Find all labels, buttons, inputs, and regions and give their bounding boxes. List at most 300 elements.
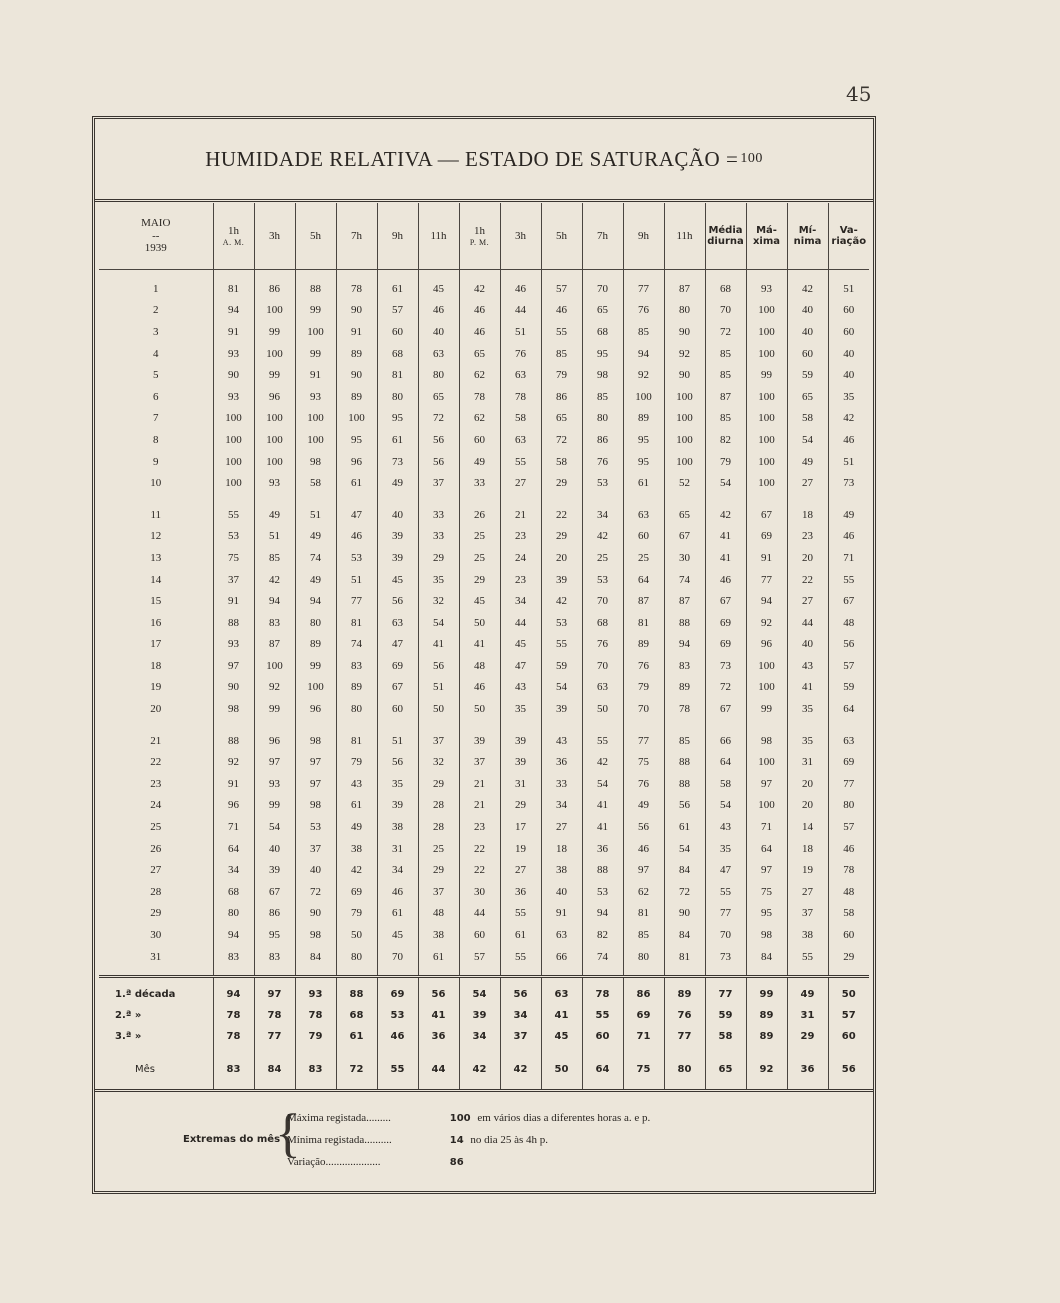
- value-cell: 96: [213, 795, 254, 817]
- value-cell: 49: [295, 569, 336, 591]
- value-cell: 38: [336, 838, 377, 860]
- value-cell: 59: [828, 677, 869, 699]
- value-cell: 100: [664, 429, 705, 451]
- value-cell: 25: [459, 547, 500, 569]
- value-cell: 86: [541, 386, 582, 408]
- value-cell: 36: [582, 838, 623, 860]
- value-cell: 98: [582, 364, 623, 386]
- value-cell: 63: [377, 612, 418, 634]
- value-cell: 81: [336, 720, 377, 752]
- summary-value-cell: 79: [295, 1026, 336, 1047]
- value-cell: 51: [828, 270, 869, 300]
- value-cell: 91: [746, 547, 787, 569]
- value-cell: 39: [541, 569, 582, 591]
- value-cell: 39: [377, 795, 418, 817]
- summary-value-cell: 89: [746, 1005, 787, 1026]
- value-cell: 85: [623, 321, 664, 343]
- value-cell: 92: [213, 751, 254, 773]
- summary-value-cell: 77: [705, 977, 746, 1006]
- value-cell: 95: [623, 451, 664, 473]
- day-cell: 8: [153, 433, 159, 446]
- hour-period: A. M.: [222, 237, 245, 247]
- value-cell: 66: [705, 720, 746, 752]
- value-cell: 22: [459, 859, 500, 881]
- value-cell: 29: [459, 569, 500, 591]
- value-cell: 57: [377, 300, 418, 322]
- summary-value-cell: 75: [623, 1047, 664, 1090]
- summary-value-cell: 46: [377, 1026, 418, 1047]
- value-cell: 47: [377, 634, 418, 656]
- day-cell: 7: [153, 412, 159, 425]
- extreme-key: Máxima registada.........: [287, 1112, 391, 1124]
- hour-header: [295, 203, 336, 270]
- hour-label: 3h: [269, 229, 280, 242]
- table-row: [99, 364, 869, 386]
- summary-value-cell: 69: [377, 977, 418, 1006]
- summary-value-cell: 84: [254, 1047, 295, 1090]
- day-cell: 1: [153, 282, 159, 295]
- value-cell: 93: [213, 343, 254, 365]
- value-cell: 100: [295, 321, 336, 343]
- value-cell: 50: [582, 698, 623, 720]
- summary-value-cell: 41: [418, 1005, 459, 1026]
- value-cell: 54: [705, 795, 746, 817]
- value-cell: 94: [582, 903, 623, 925]
- day-cell: 3: [153, 325, 159, 338]
- value-cell: 28: [418, 795, 459, 817]
- table-row: [99, 924, 869, 946]
- value-cell: 96: [295, 698, 336, 720]
- value-cell: 41: [705, 547, 746, 569]
- table-row: [99, 300, 869, 322]
- value-cell: 83: [254, 946, 295, 977]
- value-cell: 54: [254, 816, 295, 838]
- value-cell: 42: [459, 270, 500, 300]
- value-cell: 88: [213, 720, 254, 752]
- value-cell: 70: [705, 300, 746, 322]
- value-cell: 63: [623, 494, 664, 526]
- value-cell: 56: [623, 816, 664, 838]
- value-cell: 89: [623, 408, 664, 430]
- value-cell: 88: [664, 773, 705, 795]
- hour-header: [377, 203, 418, 270]
- day-cell: 10: [150, 477, 162, 490]
- value-cell: 42: [541, 590, 582, 612]
- summary-value-cell: 50: [541, 1047, 582, 1090]
- value-cell: 83: [664, 655, 705, 677]
- value-cell: 54: [664, 838, 705, 860]
- summary-value-cell: 49: [787, 977, 828, 1006]
- value-cell: 49: [459, 451, 500, 473]
- value-cell: 61: [336, 472, 377, 494]
- summary-value-cell: 39: [459, 1005, 500, 1026]
- value-cell: 92: [746, 612, 787, 634]
- value-cell: 31: [500, 773, 541, 795]
- value-cell: 90: [664, 364, 705, 386]
- value-cell: 56: [377, 751, 418, 773]
- value-cell: 47: [705, 859, 746, 881]
- value-cell: 27: [787, 472, 828, 494]
- value-cell: 29: [541, 526, 582, 548]
- value-cell: 99: [254, 321, 295, 343]
- value-cell: 35: [418, 569, 459, 591]
- summary-row: [99, 977, 869, 1006]
- value-cell: 100: [295, 408, 336, 430]
- value-cell: 95: [254, 924, 295, 946]
- hour-label: 1h: [228, 225, 239, 238]
- value-cell: 83: [254, 612, 295, 634]
- value-cell: 100: [254, 429, 295, 451]
- hour-period: P. M.: [469, 237, 490, 247]
- value-cell: 97: [295, 751, 336, 773]
- value-cell: 54: [541, 677, 582, 699]
- value-cell: 88: [295, 270, 336, 300]
- value-cell: 85: [664, 720, 705, 752]
- summary-value-cell: 78: [254, 1005, 295, 1026]
- value-cell: 61: [623, 472, 664, 494]
- day-cell: 29: [150, 907, 162, 920]
- value-cell: 46: [459, 677, 500, 699]
- value-cell: 89: [336, 386, 377, 408]
- value-cell: 60: [828, 321, 869, 343]
- page-number: 45: [846, 82, 872, 106]
- value-cell: 67: [377, 677, 418, 699]
- value-cell: 65: [418, 386, 459, 408]
- value-cell: 58: [295, 472, 336, 494]
- value-cell: 97: [746, 773, 787, 795]
- value-cell: 100: [746, 472, 787, 494]
- value-cell: 81: [377, 364, 418, 386]
- value-cell: 46: [418, 300, 459, 322]
- value-cell: 84: [746, 946, 787, 977]
- value-cell: 69: [377, 655, 418, 677]
- value-cell: 63: [500, 429, 541, 451]
- value-cell: 57: [459, 946, 500, 977]
- value-cell: 88: [213, 612, 254, 634]
- value-cell: 61: [377, 903, 418, 925]
- value-cell: 73: [377, 451, 418, 473]
- value-cell: 41: [705, 526, 746, 548]
- value-cell: 57: [828, 655, 869, 677]
- value-cell: 57: [828, 816, 869, 838]
- summary-value-cell: 89: [664, 977, 705, 1006]
- hour-header: [664, 203, 705, 270]
- summary-value-cell: 44: [418, 1047, 459, 1090]
- value-cell: 80: [828, 795, 869, 817]
- value-cell: 89: [336, 677, 377, 699]
- value-cell: 100: [213, 408, 254, 430]
- hour-header: [459, 203, 500, 270]
- table-row: [99, 569, 869, 591]
- value-cell: 77: [336, 590, 377, 612]
- value-cell: 23: [459, 816, 500, 838]
- value-cell: 71: [746, 816, 787, 838]
- value-cell: 38: [541, 859, 582, 881]
- value-cell: 58: [500, 408, 541, 430]
- summary-value-cell: 37: [500, 1026, 541, 1047]
- value-cell: 81: [664, 946, 705, 977]
- value-cell: 37: [418, 881, 459, 903]
- month-header: [99, 203, 213, 270]
- table-row: [99, 816, 869, 838]
- value-cell: 97: [213, 655, 254, 677]
- value-cell: 100: [254, 451, 295, 473]
- value-cell: 62: [623, 881, 664, 903]
- summary-value-cell: 65: [705, 1047, 746, 1090]
- value-cell: 97: [746, 859, 787, 881]
- value-cell: 78: [664, 698, 705, 720]
- value-cell: 39: [459, 720, 500, 752]
- value-cell: 77: [705, 903, 746, 925]
- value-cell: 94: [213, 924, 254, 946]
- stat-label-1: Média: [708, 224, 743, 236]
- value-cell: 100: [295, 677, 336, 699]
- value-cell: 85: [705, 343, 746, 365]
- value-cell: 22: [787, 569, 828, 591]
- value-cell: 77: [623, 720, 664, 752]
- month-dash: --: [152, 229, 160, 242]
- summary-value-cell: 80: [664, 1047, 705, 1090]
- value-cell: 40: [828, 343, 869, 365]
- value-cell: 25: [582, 547, 623, 569]
- value-cell: 19: [500, 838, 541, 860]
- value-cell: 67: [664, 526, 705, 548]
- value-cell: 72: [541, 429, 582, 451]
- value-cell: 58: [705, 773, 746, 795]
- value-cell: 75: [746, 881, 787, 903]
- value-cell: 88: [664, 751, 705, 773]
- value-cell: 39: [500, 751, 541, 773]
- value-cell: 18: [541, 838, 582, 860]
- value-cell: 90: [336, 364, 377, 386]
- value-cell: 94: [623, 343, 664, 365]
- value-cell: 100: [746, 677, 787, 699]
- value-cell: 49: [336, 816, 377, 838]
- value-cell: 93: [254, 773, 295, 795]
- value-cell: 64: [746, 838, 787, 860]
- value-cell: 85: [541, 343, 582, 365]
- value-cell: 37: [787, 903, 828, 925]
- value-cell: 39: [541, 698, 582, 720]
- value-cell: 96: [254, 386, 295, 408]
- value-cell: 76: [623, 300, 664, 322]
- value-cell: 39: [500, 720, 541, 752]
- extremes-section: [95, 1089, 873, 1191]
- value-cell: 20: [787, 795, 828, 817]
- value-cell: 95: [582, 343, 623, 365]
- value-cell: 85: [705, 364, 746, 386]
- summary-label: 3.ª »: [115, 1031, 142, 1043]
- value-cell: 22: [541, 494, 582, 526]
- value-cell: 24: [500, 547, 541, 569]
- table-row: [99, 429, 869, 451]
- extreme-value: 100: [449, 1113, 471, 1124]
- value-cell: 23: [787, 526, 828, 548]
- table-row: [99, 795, 869, 817]
- value-cell: 65: [459, 343, 500, 365]
- day-cell: 27: [150, 864, 162, 877]
- value-cell: 70: [582, 655, 623, 677]
- stat-label-1: Va-: [839, 224, 858, 236]
- value-cell: 43: [336, 773, 377, 795]
- value-cell: 85: [623, 924, 664, 946]
- value-cell: 51: [295, 494, 336, 526]
- value-cell: 35: [787, 720, 828, 752]
- value-cell: 74: [336, 634, 377, 656]
- value-cell: 79: [336, 751, 377, 773]
- value-cell: 59: [787, 364, 828, 386]
- hour-header: [418, 203, 459, 270]
- value-cell: 63: [582, 677, 623, 699]
- value-cell: 33: [418, 494, 459, 526]
- value-cell: 89: [623, 634, 664, 656]
- hour-label: 3h: [515, 229, 526, 242]
- stat-header: [828, 203, 869, 270]
- summary-value-cell: 58: [705, 1026, 746, 1047]
- value-cell: 92: [254, 677, 295, 699]
- value-cell: 100: [254, 408, 295, 430]
- value-cell: 100: [213, 429, 254, 451]
- table-row: [99, 751, 869, 773]
- value-cell: 70: [377, 946, 418, 977]
- value-cell: 100: [213, 472, 254, 494]
- value-cell: 50: [418, 698, 459, 720]
- value-cell: 87: [254, 634, 295, 656]
- value-cell: 40: [828, 364, 869, 386]
- value-cell: 91: [541, 903, 582, 925]
- value-cell: 78: [336, 270, 377, 300]
- value-cell: 37: [418, 720, 459, 752]
- extreme-key: Variação....................: [287, 1156, 381, 1168]
- value-cell: 87: [623, 590, 664, 612]
- value-cell: 46: [377, 881, 418, 903]
- value-cell: 43: [541, 720, 582, 752]
- value-cell: 64: [828, 698, 869, 720]
- table-row: [99, 838, 869, 860]
- value-cell: 70: [705, 924, 746, 946]
- value-cell: 96: [746, 634, 787, 656]
- value-cell: 66: [541, 946, 582, 977]
- summary-value-cell: 31: [787, 1005, 828, 1026]
- hour-header: [582, 203, 623, 270]
- value-cell: 89: [336, 343, 377, 365]
- value-cell: 84: [295, 946, 336, 977]
- day-cell: 26: [150, 842, 162, 855]
- value-cell: 100: [664, 408, 705, 430]
- value-cell: 100: [746, 300, 787, 322]
- value-cell: 31: [377, 838, 418, 860]
- value-cell: 33: [418, 526, 459, 548]
- value-cell: 55: [582, 720, 623, 752]
- day-cell: 2: [153, 304, 159, 317]
- value-cell: 80: [295, 612, 336, 634]
- title-value: 100: [740, 151, 763, 166]
- day-cell: 13: [150, 551, 162, 564]
- summary-value-cell: 36: [787, 1047, 828, 1090]
- value-cell: 72: [664, 881, 705, 903]
- value-cell: 47: [336, 494, 377, 526]
- value-cell: 38: [418, 924, 459, 946]
- table-row: [99, 946, 869, 977]
- hour-header: [541, 203, 582, 270]
- table-row: [99, 698, 869, 720]
- stat-header: [746, 203, 787, 270]
- day-cell: 17: [150, 638, 162, 651]
- value-cell: 91: [213, 321, 254, 343]
- day-cell: 24: [150, 799, 162, 812]
- value-cell: 99: [254, 795, 295, 817]
- summary-value-cell: 83: [295, 1047, 336, 1090]
- value-cell: 36: [500, 881, 541, 903]
- summary-value-cell: 60: [582, 1026, 623, 1047]
- value-cell: 49: [787, 451, 828, 473]
- value-cell: 46: [828, 526, 869, 548]
- value-cell: 25: [418, 838, 459, 860]
- value-cell: 81: [623, 612, 664, 634]
- value-cell: 80: [664, 300, 705, 322]
- value-cell: 99: [254, 698, 295, 720]
- value-cell: 55: [500, 946, 541, 977]
- stat-header: [787, 203, 828, 270]
- value-cell: 81: [336, 612, 377, 634]
- value-cell: 94: [213, 300, 254, 322]
- value-cell: 83: [213, 946, 254, 977]
- value-cell: 93: [746, 270, 787, 300]
- value-cell: 69: [705, 612, 746, 634]
- value-cell: 56: [418, 451, 459, 473]
- value-cell: 100: [746, 655, 787, 677]
- summary-value-cell: 94: [213, 977, 254, 1006]
- value-cell: 55: [787, 946, 828, 977]
- value-cell: 74: [582, 946, 623, 977]
- day-cell: 12: [150, 530, 162, 543]
- table-row: [99, 859, 869, 881]
- value-cell: 86: [254, 903, 295, 925]
- day-cell: 15: [150, 595, 162, 608]
- extreme-max-row: [287, 1112, 847, 1124]
- value-cell: 100: [746, 451, 787, 473]
- value-cell: 100: [746, 321, 787, 343]
- value-cell: 17: [500, 816, 541, 838]
- hour-header: [500, 203, 541, 270]
- value-cell: 93: [213, 634, 254, 656]
- stat-label-1: Má-: [756, 224, 777, 236]
- value-cell: 61: [336, 795, 377, 817]
- value-cell: 38: [377, 816, 418, 838]
- value-cell: 18: [787, 494, 828, 526]
- value-cell: 42: [582, 751, 623, 773]
- value-cell: 100: [746, 795, 787, 817]
- hour-label: 9h: [638, 229, 649, 242]
- value-cell: 54: [705, 472, 746, 494]
- value-cell: 23: [500, 569, 541, 591]
- extreme-key: Mínima registada..........: [287, 1134, 392, 1146]
- table-row: [99, 903, 869, 925]
- value-cell: 65: [541, 408, 582, 430]
- summary-row: [99, 1047, 869, 1090]
- table-row: [99, 677, 869, 699]
- extreme-text: em vários dias a diferentes horas a. e p.: [477, 1112, 651, 1124]
- value-cell: 100: [254, 655, 295, 677]
- days-body: [99, 270, 869, 977]
- value-cell: 37: [295, 838, 336, 860]
- value-cell: 67: [705, 590, 746, 612]
- value-cell: 88: [664, 612, 705, 634]
- day-cell: 19: [150, 681, 162, 694]
- value-cell: 29: [418, 773, 459, 795]
- value-cell: 29: [828, 946, 869, 977]
- value-cell: 39: [377, 526, 418, 548]
